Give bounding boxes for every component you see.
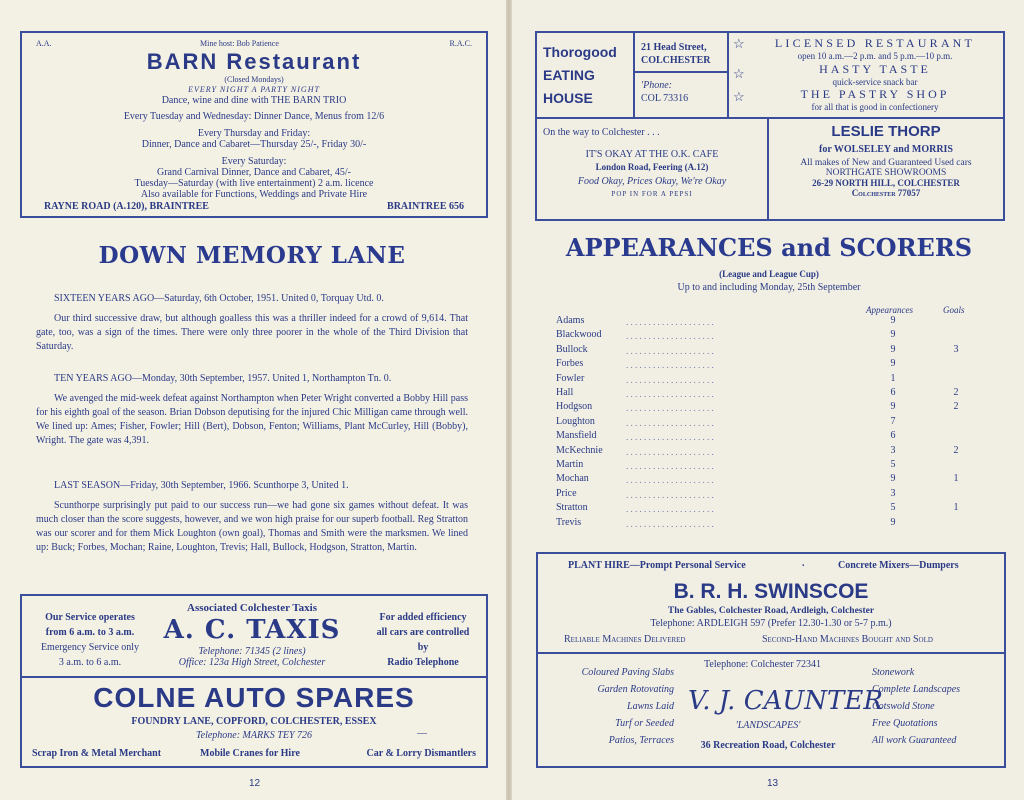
- appearances-col-header: Appearances: [866, 305, 913, 315]
- caunter-right-item: Free Quotations: [872, 718, 938, 729]
- colne-address: FOUNDRY LANE, COPFORD, COLCHESTER, ESSEX: [131, 716, 377, 727]
- hasty-sub: quick-service snack bar: [832, 77, 918, 87]
- memory-1957-body: We avenged the mid-week defeat against Northampton when Peter Wright converted a Bobby Hill pass for his eighth goal of the season. Brian Dobson deputising for the injured Chic Milligan came through well. We lined up: Ames; Fisher, Fowler; Hill (Bert), Dobson, Fenton; Williams, Plant McCurley, Hill (Bobby), Wright. The gate was 4,391.: [36, 393, 468, 446]
- leader-dots: . . . . . . . . . . . . . . . . . . . .: [626, 461, 714, 469]
- thor-address-2: COLCHESTER: [641, 55, 711, 66]
- plant-hire: PLANT HIRE—Prompt Personal Service: [568, 560, 746, 571]
- taxi-service-hours: [30, 610, 150, 670]
- leader-dots: . . . . . . . . . . . . . . . . . . . .: [626, 504, 714, 513]
- leader-dots: . . . . . . . . . . . . . . . . . . . .: [626, 518, 714, 527]
- swinscoe-reliable: Reliable Machines Delivered: [564, 634, 686, 645]
- barn-thursday-1: Every Thursday and Friday:: [197, 128, 311, 139]
- service-line-3: Emergency Service only: [40, 642, 140, 653]
- player-appearances: 7: [890, 415, 896, 427]
- thorogood-name-1: Thorogood: [543, 44, 617, 60]
- player-row: [556, 416, 976, 430]
- leader-dots: . . . . . . . . . . . . . . . . . . . .: [626, 475, 714, 484]
- player-goals: 3: [953, 343, 959, 355]
- barn-dance: Dance, wine and dine with THE BARN TRIO: [161, 95, 347, 106]
- colne-lorry: Car & Lorry Dismantlers: [366, 748, 476, 759]
- appearances-sub-2: Up to and including Monday, 25th September: [677, 282, 861, 293]
- thorogood-name-3: HOUSE: [543, 90, 593, 106]
- memory-lane-title: DOWN MEMORY LANE: [98, 242, 406, 269]
- player-name: Fowler: [556, 372, 585, 384]
- player-name: Martin: [556, 459, 584, 470]
- player-appearances: 5: [890, 502, 896, 514]
- player-row: [556, 401, 976, 415]
- hasty-taste: HASTY TASTE: [819, 62, 931, 76]
- leader-dots: . . . . . . . . . . . . . . . . . . . .: [626, 331, 714, 340]
- ac-taxis-name: A. C. TAXIS: [163, 615, 341, 645]
- player-appearances: 9: [890, 329, 896, 341]
- barn-restaurant-ad: [20, 31, 488, 218]
- player-appearances: 9: [890, 315, 896, 326]
- memory-1951-body: Our third successive draw, but although goalless this was a thriller indeed for a crowd of 9,614. That gate, too, was a sign of the times. There were only three poorer in the whole of the Third Division that Saturday.: [36, 313, 468, 352]
- player-name: Mansfield: [556, 430, 597, 442]
- caunter-left-item: Lawns Laid: [627, 701, 674, 712]
- rac-label: R.A.C.: [449, 39, 472, 48]
- leader-dots: . . . . . . . . . . . . . . . . . . . .: [626, 417, 714, 426]
- eff-line-3: by: [417, 642, 429, 653]
- memory-1966-head: LAST SEASON—Friday, 30th September, 1966. Scunthorpe 3, United 1.: [54, 480, 349, 491]
- player-appearances: 6: [890, 387, 896, 398]
- thor-divider-1: [633, 33, 635, 117]
- player-appearances: 3: [890, 487, 896, 499]
- player-appearances: 1: [890, 372, 896, 384]
- assoc-taxis: Associated Colchester Taxis: [187, 602, 317, 614]
- taxi-efficiency: [368, 610, 478, 670]
- caunter-tel: Telephone: Colchester 72341: [704, 659, 822, 670]
- memory-1966-body: Scunthorpe surprisingly put paid to our success run—we had gone six games without defeat. It was much closer than the score suggests, however, and we won high praise for our superb football. Reg Stratton was our scorer and for them Mick Loughton (own goal), Thomas and Smith were the marksmen. We lined up: Buck; Forbes, Mochan; Raine, Loughton, Trevis; Hall, Bullock, Hodgson, Stratton, Martin.: [36, 500, 468, 553]
- player-row: [556, 315, 976, 329]
- player-row: [556, 387, 976, 401]
- player-appearances: 9: [890, 516, 896, 528]
- leslie-hill: 26-29 NORTH HILL, COLCHESTER: [812, 178, 960, 188]
- caunter-right-list: [872, 664, 1002, 749]
- leslie-thorp-block: [769, 123, 1003, 198]
- colne-dash: —: [417, 728, 427, 739]
- star-icon: ☆: [733, 36, 745, 51]
- player-goals: 2: [953, 401, 959, 413]
- okcafe-address: London Road, Feering (A.12): [595, 162, 709, 172]
- player-appearances: 9: [890, 358, 896, 370]
- player-row: [556, 344, 976, 358]
- service-line-2: from 6 a.m. to 3 a.m.: [45, 627, 135, 638]
- player-name: Stratton: [556, 502, 588, 514]
- barn-closed: (Closed Mondays): [224, 75, 284, 84]
- eff-line-1: For added efficiency: [379, 612, 467, 623]
- leader-dots: . . . . . . . . . . . . . . . . . . . .: [626, 360, 714, 369]
- player-goals: 2: [953, 387, 959, 398]
- caunter-right-item: All work Guaranteed: [872, 735, 957, 746]
- appearances-sub-1: (League and League Cup): [719, 269, 819, 279]
- barn-title: BARN Restaurant: [146, 49, 362, 74]
- player-goals: 2: [953, 444, 959, 456]
- player-appearances: 3: [890, 444, 896, 456]
- okcafe-pepsi: POP IN FOR A PEPSI: [611, 190, 693, 198]
- swinscoe-divider: [538, 652, 1004, 654]
- service-line-4: 3 a.m. to 6 a.m.: [58, 657, 122, 668]
- thor-address: [641, 41, 710, 67]
- caunter-right-item: Stonework: [872, 667, 915, 678]
- licensed-hours: open 10 a.m.—2 p.m. and 5 p.m.—10 p.m.: [797, 51, 953, 61]
- player-name: Price: [556, 487, 577, 499]
- caunter-left-item: Coloured Paving Slabs: [581, 667, 674, 678]
- player-row: [556, 473, 976, 487]
- service-line-1: Our Service operates: [45, 612, 135, 623]
- thor-phone: [641, 79, 688, 105]
- aa-label: A.A.: [36, 39, 52, 48]
- okcafe-name: IT'S OKAY AT THE O.K. CAFE: [585, 149, 719, 160]
- player-appearances: 5: [890, 459, 896, 470]
- player-row: [556, 488, 976, 502]
- memory-1951-head: SIXTEEN YEARS AGO—Saturday, 6th October, 1951. United 0, Torquay Utd. 0.: [54, 293, 384, 304]
- caunter-right-item: Cotswold Stone: [872, 701, 935, 712]
- colne-tel: Telephone: MARKS TEY 726: [195, 730, 312, 741]
- barn-saturday-2: Grand Carnival Dinner, Dance and Cabaret, 45/-: [157, 167, 351, 178]
- leader-dots: . . . . . . . . . . . . . . . . . . . .: [626, 389, 714, 397]
- memory-1966: [36, 479, 468, 555]
- memory-1957: [36, 372, 468, 448]
- caunter-left-item: Garden Rotovating: [597, 684, 674, 695]
- player-appearances: 6: [890, 430, 896, 442]
- thor-phone-number: COL 73316: [641, 93, 689, 104]
- host-label: Mine host: Bob Patience: [200, 39, 279, 48]
- plant-dot: .: [802, 558, 805, 569]
- swinscoe-second-hand: Second-Hand Machines Bought and Sold: [762, 634, 933, 645]
- leader-dots: . . . . . . . . . . . . . . . . . . . .: [626, 317, 714, 325]
- leader-dots: . . . . . . . . . . . . . . . . . . . .: [626, 345, 714, 354]
- player-row: [556, 502, 976, 516]
- okcafe-slogan: Food Okay, Prices Okay, We're Okay: [577, 176, 727, 187]
- okcafe-block: [537, 149, 767, 198]
- player-row: [556, 445, 976, 459]
- leslie-wolseley: for WOLSELEY and MORRIS: [818, 144, 953, 155]
- pastry-shop: THE PASTRY SHOP: [800, 87, 950, 101]
- caunter-address: 36 Recreation Road, Colchester: [700, 740, 836, 751]
- memory-1957-head: TEN YEARS AGO—Monday, 30th September, 1957. United 1, Northampton Tn. 0.: [54, 373, 392, 384]
- player-name: Hodgson: [556, 401, 593, 413]
- player-appearances: 9: [890, 343, 896, 355]
- thor-address-divider: [633, 71, 727, 73]
- plant-hire-and-landscapes-ad: [536, 552, 1006, 768]
- thor-divider-2: [727, 33, 729, 117]
- player-row: [556, 373, 976, 387]
- barn-party: EVERY NIGHT A PARTY NIGHT: [188, 85, 320, 94]
- taxi-divider: [22, 676, 486, 678]
- thor-services: [749, 36, 1001, 112]
- barn-saturday-1: Every Saturday:: [221, 156, 287, 167]
- thorogood-ad: [535, 31, 1005, 221]
- player-name: Blackwood: [556, 329, 602, 341]
- player-name: Hall: [556, 387, 574, 398]
- player-name: Bullock: [556, 343, 588, 355]
- leader-dots: . . . . . . . . . . . . . . . . . . . .: [626, 403, 714, 412]
- page-number-right: 13: [767, 778, 779, 789]
- player-name: Trevis: [556, 516, 582, 528]
- caunter-left-list: [546, 664, 674, 749]
- colne-scrap: Scrap Iron & Metal Merchant: [32, 748, 162, 759]
- leslie-northgate: NORTHGATE SHOWROOMS: [825, 168, 947, 178]
- leslie-makes: All makes of New and Guaranteed Used cars: [800, 158, 972, 168]
- player-row: [556, 517, 976, 531]
- colne-cranes: Mobile Cranes for Hire: [200, 748, 300, 759]
- player-name: Mochan: [556, 473, 589, 485]
- thorogood-name: [543, 41, 617, 110]
- appearances-title: APPEARANCES and SCORERS: [565, 233, 973, 262]
- player-goals: 1: [953, 473, 959, 485]
- ac-taxis-block: [152, 602, 352, 668]
- ac-taxis-office: Office: 123a High Street, Colchester: [178, 657, 326, 668]
- pastry-sub: for all that is good in confectionery: [811, 102, 939, 112]
- leader-dots: . . . . . . . . . . . . . . . . . . . .: [626, 446, 714, 455]
- swinscoe-address: The Gables, Colchester Road, Ardleigh, Colchester: [667, 606, 875, 616]
- leslie-tel: Colchester 77057: [851, 188, 921, 198]
- barn-thursday-2: Dinner, Dance and Cabaret—Thursday 25/-, Friday 30/-: [141, 139, 367, 150]
- leader-dots: . . . . . . . . . . . . . . . . . . . .: [626, 489, 714, 498]
- caunter-left-item: Turf or Seeded: [615, 718, 674, 729]
- memory-1951: [36, 292, 468, 354]
- star-icon: ☆: [733, 66, 745, 81]
- player-appearances: 9: [890, 473, 896, 485]
- player-name: Adams: [556, 315, 585, 326]
- concrete-mixers: Concrete Mixers—Dumpers: [838, 560, 959, 571]
- caunter-name: V. J. CAUNTER: [688, 686, 883, 716]
- player-name: Loughton: [556, 415, 595, 427]
- thor-horizontal-divider: [537, 117, 1003, 119]
- taxi-and-spares-ad: [20, 594, 488, 768]
- player-row: [556, 329, 976, 343]
- page-number-left: 12: [249, 778, 261, 789]
- caunter-landscapes: 'LANDSCAPES': [735, 720, 801, 731]
- player-row: [556, 430, 976, 444]
- barn-address: RAYNE ROAD (A.120), BRAINTREE: [44, 201, 209, 212]
- goals-col-header: Goals: [943, 305, 965, 315]
- star-icon: ☆: [733, 89, 745, 104]
- colne-title: COLNE AUTO SPARES: [93, 682, 415, 713]
- player-name: Forbes: [556, 358, 584, 370]
- caunter-left-item: Patios, Terraces: [608, 735, 674, 746]
- thorogood-name-2: EATING: [543, 67, 595, 83]
- player-row: [556, 358, 976, 372]
- player-name: McKechnie: [556, 444, 603, 456]
- barn-saturday-4: Also available for Functions, Weddings and Private Hire: [140, 189, 368, 200]
- ac-taxis-tel: Telephone: 71345 (2 lines): [198, 646, 306, 657]
- swinscoe-tel: Telephone: ARDLEIGH 597 (Prefer 12.30-1.30 or 5-7 p.m.): [650, 618, 892, 629]
- player-goals: 1: [953, 502, 959, 514]
- barn-saturday-3: Tuesday—Saturday (with live entertainment) 2 a.m. licence: [134, 178, 374, 189]
- player-appearances: 9: [890, 401, 896, 413]
- eff-line-4: Radio Telephone: [387, 657, 459, 668]
- barn-tuesday: Every Tuesday and Wednesday: Dinner Dance, Menus from 12/6: [123, 111, 385, 122]
- leader-dots: . . . . . . . . . . . . . . . . . . . .: [626, 374, 714, 383]
- barn-phone: BRAINTREE 656: [387, 201, 464, 212]
- player-row: [556, 459, 976, 473]
- thor-phone-label: 'Phone:: [641, 80, 673, 91]
- leader-dots: . . . . . . . . . . . . . . . . . . . .: [626, 432, 714, 441]
- caunter-right-item: Complete Landscapes: [872, 684, 961, 695]
- licensed-restaurant: LICENSED RESTAURANT: [774, 36, 976, 50]
- eff-line-2: all cars are controlled: [376, 627, 470, 638]
- swinscoe-name: B. R. H. SWINSCOE: [673, 580, 869, 603]
- leslie-thorp-name: LESLIE THORP: [831, 123, 941, 140]
- okcafe-way: On the way to Colchester . . .: [543, 127, 660, 138]
- thor-address-1: 21 Head Street,: [641, 42, 707, 53]
- page-12: [0, 0, 506, 800]
